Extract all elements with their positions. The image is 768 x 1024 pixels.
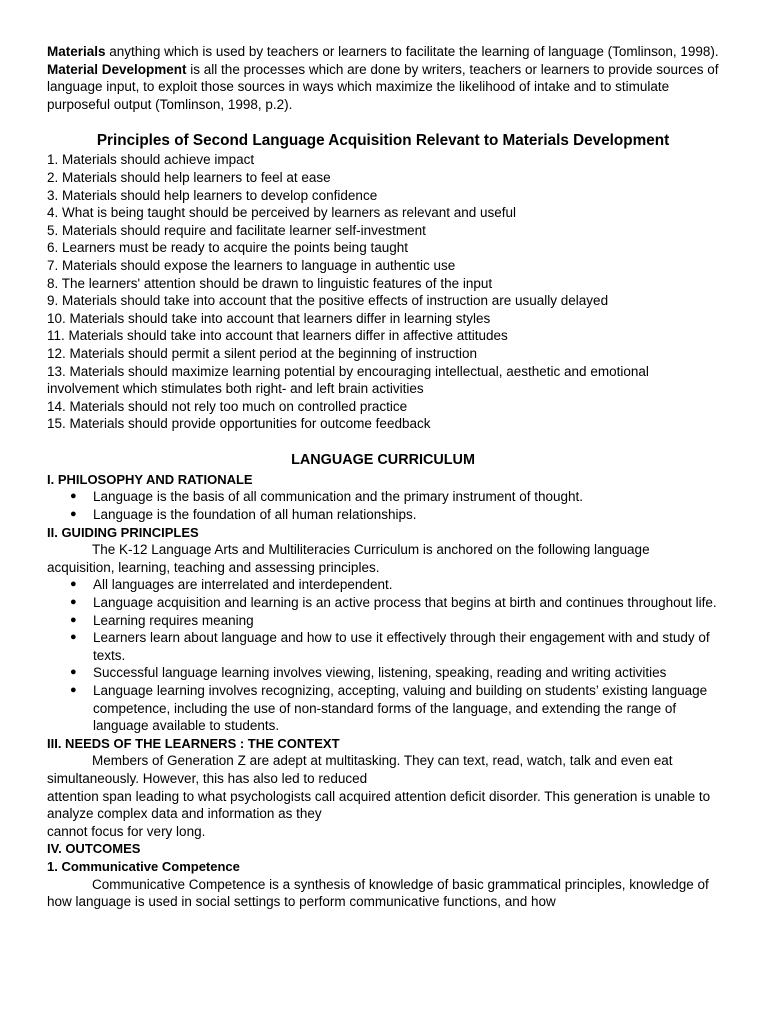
bullet-icon: ● xyxy=(70,508,77,521)
principle-item: 2. Materials should help learners to feel at ease xyxy=(47,169,331,185)
outcomes-paragraph: Communicative Competence is a synthesis of knowledge of basic grammatical principles, knowledge of how language is used in social settings to perform communicative functions, and how xyxy=(47,876,709,910)
list-item xyxy=(47,682,719,735)
guiding-principles-bullets xyxy=(47,576,719,734)
bullet-icon: ● xyxy=(70,578,77,591)
definition-text: anything which is used by teachers or learners to facilitate the learning of language (Tomlinson, 1998). xyxy=(105,44,719,59)
philosophy-bullets xyxy=(47,488,719,523)
principle-item: 9. Materials should take into account that the positive effects of instruction are usually delayed xyxy=(47,293,609,309)
bullet-text: Learning requires meaning xyxy=(93,612,254,628)
bullet-icon: ● xyxy=(70,596,77,609)
bullet-icon: ● xyxy=(70,666,77,679)
principle-item: 4. What is being taught should be perceived by learners as relevant and useful xyxy=(47,205,517,221)
principle-item: 10. Materials should take into account that learners differ in learning styles xyxy=(47,310,491,326)
bullet-icon: ● xyxy=(70,490,77,503)
list-item xyxy=(47,664,719,682)
list-item xyxy=(47,629,719,664)
bullet-text: Language is the basis of all communication and the primary instrument of thought. xyxy=(93,489,584,505)
principle-item: 8. The learners' attention should be drawn to linguistic features of the input xyxy=(47,275,493,291)
bullet-text: Successful language learning involves viewing, listening, speaking, reading and writing activities xyxy=(93,665,667,681)
needs-paragraph-line3: cannot focus for very long. xyxy=(47,823,206,839)
bullet-text: All languages are interrelated and interdependent. xyxy=(93,577,393,593)
principle-item: 5. Materials should require and facilitate learner self-investment xyxy=(47,222,426,238)
needs-paragraph-line1: Members of Generation Z are adept at multitasking. They can text, read, watch, talk and even eat simultaneously. However, this has also led to reduced xyxy=(47,753,673,786)
principles-heading: Principles of Second Language Acquisition Relevant to Materials Development xyxy=(96,132,670,150)
principle-item: 1. Materials should achieve impact xyxy=(47,152,255,168)
needs-paragraph-line2: attention span leading to what psychologists call acquired attention deficit disorder. This generation is unable to analyze complex data and information as they xyxy=(47,788,711,822)
bullet-text: Language is the foundation of all human relationships. xyxy=(93,507,417,523)
list-item xyxy=(47,488,719,506)
document-body xyxy=(47,43,719,911)
list-item xyxy=(47,506,719,524)
principle-item: 13. Materials should maximize learning potential by encouraging intellectual, aesthetic and emotional involvement which stimulates both right- and left brain activities xyxy=(47,363,649,397)
bullet-text: Language acquisition and learning is an active process that begins at birth and continues throughout life. xyxy=(93,595,717,611)
guiding-principles-heading: II. GUIDING PRINCIPLES xyxy=(47,524,199,540)
bullet-icon: ● xyxy=(70,684,77,696)
principle-item: 11. Materials should take into account that learners differ in affective attitudes xyxy=(47,328,508,344)
outcomes-heading: IV. OUTCOMES xyxy=(47,841,141,857)
principle-item: 6. Learners must be ready to acquire the points being taught xyxy=(47,240,408,256)
outcomes-subheading: 1. Communicative Competence xyxy=(47,858,240,874)
principle-item: 3. Materials should help learners to develop confidence xyxy=(47,187,378,203)
curriculum-heading: LANGUAGE CURRICULUM xyxy=(291,451,475,468)
philosophy-heading: I. PHILOSOPHY AND RATIONALE xyxy=(47,471,253,487)
list-item xyxy=(47,576,719,594)
bullet-icon: ● xyxy=(70,613,77,626)
definition-term: Material Development xyxy=(47,61,187,77)
definition-text: is all the processes which are done by writers, teachers or learners to provide sources of language input, to exploit those sources in ways which maximize the likelihood of intake and to stimulate purposeful output (Tomlinson, 1998, p.2). xyxy=(47,61,719,112)
list-item xyxy=(47,612,719,630)
principles-list xyxy=(47,151,719,433)
guiding-principles-intro: The K-12 Language Arts and Multiliteracies Curriculum is anchored on the following language acquisition, learning, teaching and assessing principles. xyxy=(47,542,650,575)
bullet-text: Language learning involves recognizing, accepting, valuing and building on students’ existing language competence, including the use of non-standard forms of the language, and extending the range of language available to students. xyxy=(93,683,708,734)
principle-item: 14. Materials should not rely too much on controlled practice xyxy=(47,398,408,414)
bullet-text: Learners learn about language and how to use it effectively through their engagement with and study of texts. xyxy=(93,630,710,663)
definition-term: Materials xyxy=(47,44,106,59)
needs-heading: III. NEEDS OF THE LEARNERS : THE CONTEXT xyxy=(47,735,340,751)
definition-material-development xyxy=(47,61,719,114)
principle-item: 7. Materials should expose the learners to language in authentic use xyxy=(47,257,456,273)
principle-item: 12. Materials should permit a silent period at the beginning of instruction xyxy=(47,345,477,361)
bullet-icon: ● xyxy=(70,631,77,644)
list-item xyxy=(47,594,719,612)
principle-item: 15. Materials should provide opportunities for outcome feedback xyxy=(47,416,431,432)
definition-materials xyxy=(47,43,719,61)
